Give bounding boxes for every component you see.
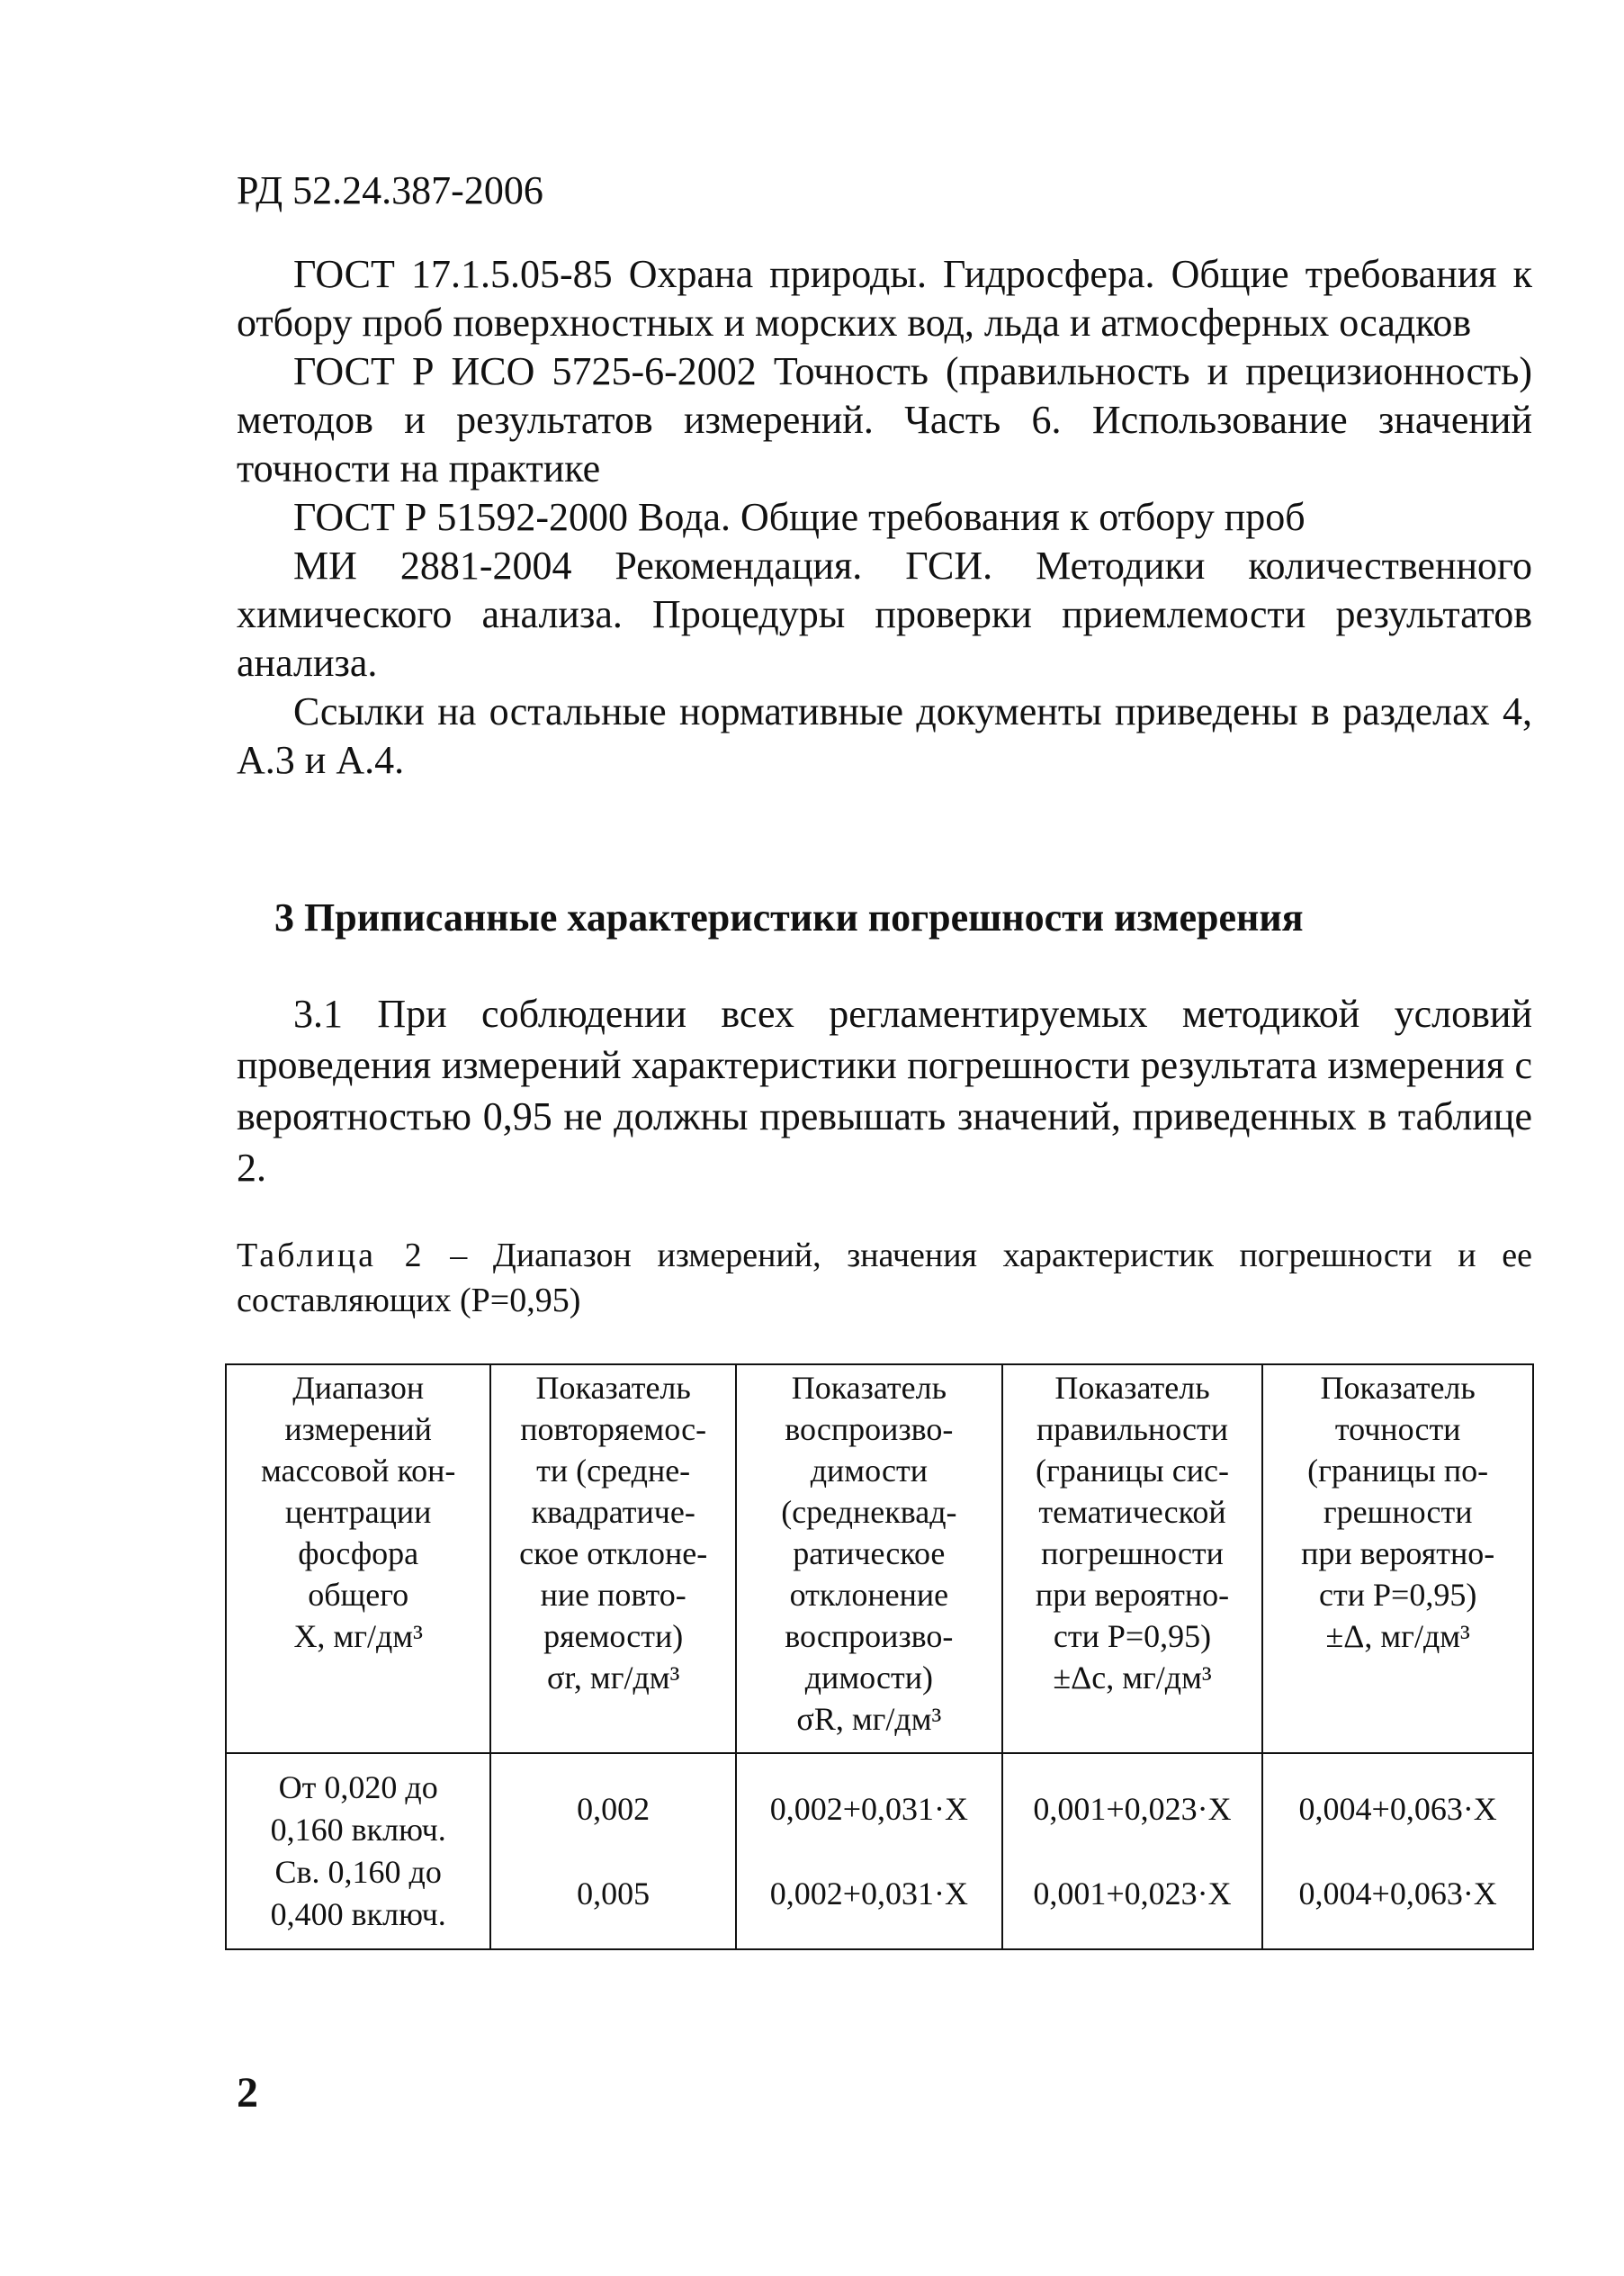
table-caption [237,1233,1532,1323]
header-repeatability [490,1364,736,1753]
normative-references [237,250,1532,785]
header-accuracy-symbol: ±Δ, мг/дм³ [1325,1618,1470,1654]
page-number: 2 [237,2069,258,2117]
cell-value: 0,004+0,063·Х [1298,1791,1497,1827]
table-caption-text: – Диапазон измерений, значения характеристик погрешности и ее составляющих (Р=0,95) [237,1237,1532,1319]
header-correctness-text: Показатель правильности (границы сис- тематической погрешности при вероятно- сти Р=0,95) [1035,1370,1230,1654]
reference-item: ГОСТ 17.1.5.05-85 Охрана природы. Гидросфера. Общие требования к отбору проб поверхностных и морских вод, льда и атмосферных осадков [237,252,1532,345]
cell-repeatability [490,1753,736,1949]
range-lines [232,1767,484,1936]
header-repeatability-text: Показатель повторяемос- ти (средне- квадратиче- ское отклоне- ние повто- ряемости) [519,1370,708,1654]
range-line: От 0,020 до [278,1769,438,1805]
cell-value: 0,002+0,031·Х [769,1791,968,1827]
header-accuracy-text: Показатель точности (границы по- грешности при вероятно- сти Р=0,95) [1301,1370,1495,1613]
cell-value: 0,004+0,063·Х [1298,1876,1497,1912]
cell-lines [1269,1767,1527,1936]
cell-value: 0,005 [577,1876,650,1912]
range-line: Св. 0,160 до [274,1854,442,1890]
header-reproducibility-symbol: σR, мг/дм³ [796,1701,942,1737]
cell-lines [497,1767,730,1936]
document-code: РД 52.24.387-2006 [237,168,543,212]
header-range-text: Диапазон измерений массовой кон- центрации фосфора общего [260,1370,456,1613]
range-line: 0,160 включ. [270,1812,446,1848]
cell-value: 0,001+0,023·Х [1033,1876,1232,1912]
header-correctness [1002,1364,1263,1753]
header-accuracy [1262,1364,1533,1753]
header-range-symbol: Х, мг/дм³ [293,1618,423,1654]
cell-value: 0,002+0,031·Х [769,1876,968,1912]
cell-reproducibility [736,1753,1002,1949]
cell-accuracy [1262,1753,1533,1949]
header-reproducibility [736,1364,1002,1753]
header-reproducibility-text: Показатель воспроизво- димости (среднеквад- ратическое отклонение воспроизво- димости) [781,1370,957,1696]
range-line: 0,400 включ. [270,1896,446,1932]
cell-lines [1009,1767,1257,1936]
table-header-row [226,1364,1533,1753]
cell-value: 0,001+0,023·Х [1033,1791,1232,1827]
reference-item: ГОСТ Р ИСО 5725-6-2002 Точность (правильность и прецизионность) методов и результатов измерений. Часть 6. Использование значений точности на практике [237,349,1532,490]
table-caption-label: Таблица 2 [237,1237,425,1274]
header-repeatability-symbol: σr, мг/дм³ [546,1660,680,1696]
table-row [226,1753,1533,1949]
section-title: 3 Приписанные характеристики погрешности измерения [274,895,1304,940]
header-range [226,1364,490,1753]
section-paragraph: 3.1 При соблюдении всех регламентируемых методикой условий проведения измерений характеристики погрешности результата измерения с вероятностью 0,95 не должны превышать значений, приведенных в таблице 2. [237,992,1532,1190]
reference-item: МИ 2881-2004 Рекомендация. ГСИ. Методики количественного химического анализа. Процедуры проверки приемлемости результатов анализа. [237,544,1532,685]
cell-range [226,1753,490,1949]
cell-value: 0,002 [577,1791,650,1827]
header-correctness-symbol: ±Δс, мг/дм³ [1053,1660,1212,1696]
reference-item: Ссылки на остальные нормативные документы приведены в разделах 4, А.3 и А.4. [237,689,1532,782]
cell-correctness [1002,1753,1263,1949]
cell-lines [742,1767,996,1936]
reference-item: ГОСТ Р 51592-2000 Вода. Общие требования к отбору проб [293,495,1305,539]
error-characteristics-table [225,1363,1534,1950]
